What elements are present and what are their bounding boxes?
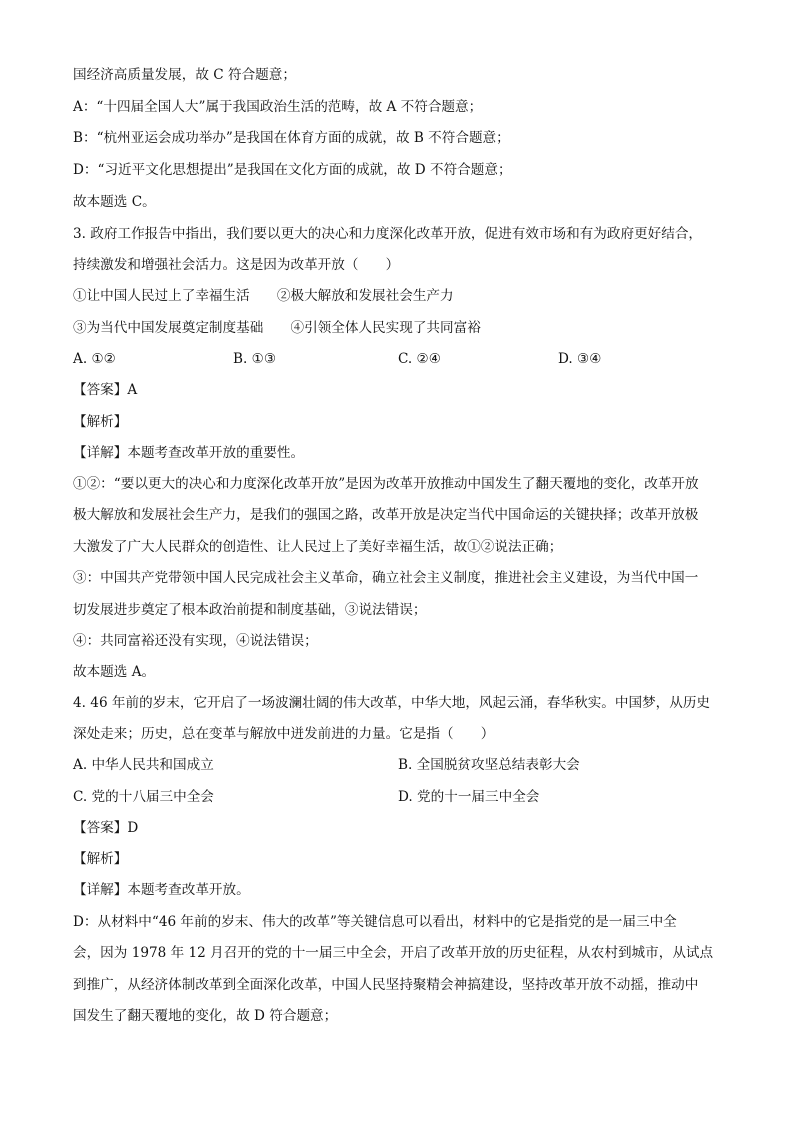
option-a: A. ①② bbox=[73, 351, 116, 367]
text-line: D：“习近平文化思想提出”是我国在文化方面的成就，故 D 不符合题意； bbox=[73, 162, 512, 178]
option-c: C. ②④ bbox=[398, 351, 441, 367]
question-3-stem: 持续激发和增强社会活力。这是因为改革开放（ ） bbox=[73, 257, 400, 273]
option-b: B. 全国脱贫攻坚总结表彰大会 bbox=[398, 757, 580, 773]
detail-line: 会，因为 1978 年 12 月召开的党的十一届三中全会，开启了改革开放的历史征程，从农村到城市，从试点 bbox=[73, 945, 714, 961]
option-b: B. ①③ bbox=[233, 351, 277, 367]
text-line: B：“杭州亚运会成功举办”是我国在体育方面的成就，故 B 不符合题意； bbox=[73, 130, 510, 146]
detail-line: 故本题选 A。 bbox=[73, 664, 156, 680]
question-3-stem: 3. 政府工作报告中指出，我们要以更大的决心和力度深化改革开放，促进有效市场和有为政府更好结合， bbox=[73, 226, 703, 242]
text-line: A：“十四届全国人大”属于我国政治生活的范畴，故 A 不符合题意； bbox=[73, 99, 483, 115]
detail-line: 到推广，从经济体制改革到全面深化改革，中国人民坚持聚精会神搞建设，坚持改革开放不动摇，推动中 bbox=[73, 977, 699, 993]
option-c: C. 党的十八届三中全会 bbox=[73, 789, 214, 805]
detail-line: 大激发了广大人民群众的创造性、让人民过上了美好幸福生活，故①②说法正确； bbox=[73, 539, 563, 555]
text-line: 国经济高质量发展，故 C 符合题意； bbox=[73, 67, 296, 83]
question-4-stem: 深处走来；历史，总在变革与解放中迸发前进的力量。它是指（ ） bbox=[73, 726, 495, 742]
detail-line: 切发展进步奠定了根本政治前提和制度基础，③说法错误； bbox=[73, 602, 427, 618]
detail-line: 极大解放和发展社会生产力，是我们的强国之路，改革开放是决定当代中国命运的关键抉择；改革开放极 bbox=[73, 507, 699, 523]
option-a: A. 中华人民共和国成立 bbox=[73, 757, 214, 773]
detail-line: ③：中国共产党带领中国人民完成社会主义革命，确立社会主义制度，推进社会主义建设，为当代中国一 bbox=[73, 570, 699, 586]
detail-line: D：从材料中“46 年前的岁末、伟大的改革”等关键信息可以看出，材料中的它是指党的是一届三中全 bbox=[73, 914, 677, 930]
answer-label: 【答案】D bbox=[73, 820, 139, 836]
option-d: D. ③④ bbox=[558, 351, 602, 367]
analysis-label: 【解析】 bbox=[73, 414, 128, 430]
answer-label: 【答案】A bbox=[73, 382, 138, 398]
question-3-statement: ③为当代中国发展奠定制度基础 ④引领全体人民实现了共同富裕 bbox=[73, 320, 481, 336]
analysis-label: 【解析】 bbox=[73, 851, 128, 867]
detail-line: ④：共同富裕还没有实现，④说法错误； bbox=[73, 633, 318, 649]
text-line: 故本题选 C。 bbox=[73, 194, 156, 210]
question-3-statement: ①让中国人民过上了幸福生活 ②极大解放和发展社会生产力 bbox=[73, 288, 454, 304]
detail-line: 国发生了翻天覆地的变化，故 D 符合题意； bbox=[73, 1008, 338, 1024]
detail-line: 【详解】本题考查改革开放的重要性。 bbox=[73, 445, 305, 461]
question-4-stem: 4. 46 年前的岁末，它开启了一场波澜壮阔的伟大改革，中华大地，风起云涌，春华秋实。中国梦，从历史 bbox=[73, 695, 711, 711]
detail-line: ①②：“要以更大的决心和力度深化改革开放”是因为改革开放推动中国发生了翻天覆地的变化，改革开放 bbox=[73, 476, 699, 492]
option-d: D. 党的十一届三中全会 bbox=[398, 789, 540, 805]
detail-line: 【详解】本题考查改革开放。 bbox=[73, 882, 250, 898]
